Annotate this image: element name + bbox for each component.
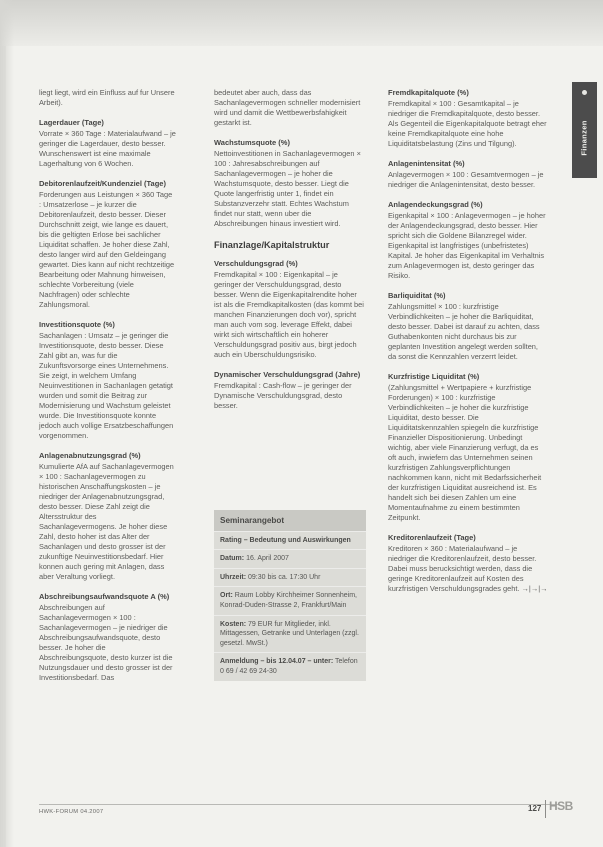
seminar-row <box>214 652 366 680</box>
publisher-logo: HSB <box>549 799 573 813</box>
section-text: Anlagevermogen × 100 : Gesamtvermogen – je niedriger die Anlagenintensitat, desto besser. <box>388 170 544 189</box>
section-text: (Zahlungsmittel + Wertpapiere + kurzfristige Forderungen) × 100 : kurzfristige Verbindlichkeiten – je hoher die kurzfristige Liquiditat, desto besser. Die Liquiditatskennzahlen spiegeln die kurzfristige Finanzieller Dispositionierung. Unbedingt wichtig, aber viele Finanzierung verfugt, da es oft auch, inwiefern das Unternehmen seinen kurzfristigen Zahlungsverpflichtungen nachkommen kann, nicht mit Bedarfssicherheit der kurzfristigen Liquiditat ausreichend ist. Es handelt sich bei diesen Zahlen um eine Momentaufnahme zu einem bestimmten Zeitpunkt. <box>388 383 542 522</box>
section-heading: Lagerdauer (Tage) <box>39 118 104 127</box>
section-heading: Dynamischer Verschuldungsgrad (Jahre) <box>214 370 361 379</box>
section-heading: Fremdkapitalquote (%) <box>388 88 469 97</box>
seminar-row-value: 16. April 2007 <box>246 555 289 563</box>
section-heading: Barliquiditat (%) <box>388 291 446 300</box>
section-heading: Verschuldungsgrad (%) <box>214 259 298 268</box>
seminar-row-label: Uhrzeit: <box>220 573 247 581</box>
scan-shadow-top <box>0 0 603 46</box>
section-text: bedeutet aber auch, dass das Sachanlagevermogen schneller modernisiert wird und damit die Wettbewerbsfahigkeit gestarkt ist. <box>214 88 361 127</box>
section-heading: Investitionsquote (%) <box>39 320 115 329</box>
footer-divider <box>545 800 546 818</box>
section-tab <box>572 82 597 178</box>
seminar-title-text: Rating – Bedeutung und Auswirkungen <box>220 536 351 544</box>
text-section <box>388 533 548 594</box>
section-text: Forderungen aus Leistungen × 360 Tage : Umsatzerlose – je kurzer die Debitorenlaufzeit, desto besser. Dieser Durchschnitt zeigt, wie lange es dauert, bis die geltigten Erlose bei sachlicher Liquiditat schaffen. Je hoher diese Zahl, desto langer wird auf den Geldeingang gewartet. Dies kann auf nicht rechtzeitige Bearbeitung oder Mahnung hinweisen, schlechte Vorbereitung (viele Nachfragen) oder schlechte Zahlungsmoral. <box>39 190 175 309</box>
section-heading: Abschreibungsaufwandsquote A (%) <box>39 592 170 601</box>
column-2 <box>214 88 364 421</box>
section-tab-label: Finanzen <box>579 120 589 156</box>
seminar-row-value: Raum Lobby Kirchheimer Sonnenheim, Konrad-Duden-Strasse 2, Frankfurt/Main <box>220 592 357 609</box>
seminar-row <box>214 549 366 568</box>
section-text: liegt liegt, wird ein Einfluss auf fur Unsere Arbeit). <box>39 88 175 107</box>
section-heading: Anlagendeckungsgrad (%) <box>388 200 483 209</box>
footer-issue: HWK-FORUM 04.2007 <box>39 809 104 815</box>
section-text: Fremdkapital : Cash-flow – je geringer der Dynamische Verschuldungsgrad, desto besser. <box>214 381 352 410</box>
seminar-row-value: 09:30 bis ca. 17:30 Uhr <box>248 573 321 581</box>
page-number: 127 <box>528 804 542 813</box>
section-heading: Anlagenintensitat (%) <box>388 159 465 168</box>
section-heading: Anlagenabnutzungsgrad (%) <box>39 451 141 460</box>
scan-shadow-left <box>0 0 14 847</box>
text-section <box>39 88 176 108</box>
section-heading: Wachstumsquote (%) <box>214 138 290 147</box>
text-section <box>388 159 548 190</box>
text-section <box>388 291 548 362</box>
seminar-row <box>214 586 366 614</box>
text-section <box>39 179 176 310</box>
column-3 <box>388 88 548 604</box>
text-section <box>388 372 548 523</box>
text-section <box>39 451 176 582</box>
chapter-heading: Finanzlage/Kapitalstruktur <box>214 240 330 250</box>
section-text: Kumulierte AfA auf Sachanlagevermogen × 100 : Sachanlagevermogen zu historischen Anschaffungskosten – je niedriger der Anlagenabnutzungsgrad, desto besser. Diese Zahl zeigt die Altersstruktur des Sachanlagevermogens. Je hoher diese Zahl, desto hoher ist das Alter der Sachanlagen und desto grosser ist der zukunftige Neuinvestitionsbedarf. Hier konnen auch gering mit Anlagen, dass aber Veraltung vorliegt. <box>39 462 174 581</box>
section-text: Eigenkapital × 100 : Anlagevermogen – je hoher der Anlagendeckungsgrad, desto besser. Hier spricht sich die Goldene Bilanzregel wider. Eigenkapital ist langfristiges (unbefristetes) Kapital. Je hoher das Eigenkapital im Verhaltnis zum Anlagevermogen ist, desto geringer das Risiko. <box>388 211 546 280</box>
seminar-row-value: 79 EUR fur Mitglieder, inkl. Mittagessen, Getranke und Unterlagen (zzgl. gesetzl. MwSt.) <box>220 620 359 647</box>
section-heading: Kurzfristige Liquiditat (%) <box>388 372 480 381</box>
section-text: Abschreibungen auf Sachanlagevermogen × 100 : Sachanlagevermogen – je niedriger die Abschreibungsaufwandsquote, desto besser. Je hoher die Abschreibungsquote, desto kurzer ist die Nutzungsdauer und desto grosser ist der Investitionsbedarf. Das <box>39 603 173 682</box>
section-text: Zahlungsmittel × 100 : kurzfristige Verbindlichkeiten – je hoher die Barliquiditat, desto besser. Dabei ist darauf zu achten, dass Guthabenkonten nicht durchaus bis zur geplanten Investition angelegt werden sollten, da sonst die Kennzahlen verzerrt leidet. <box>388 302 540 361</box>
section-text: Vorrate × 360 Tage : Materialaufwand – je geringer die Lagerdauer, desto besser. Wunschenswert ist eine maximale Lagerhaltung von 6 Wochen. <box>39 129 176 168</box>
seminar-row <box>214 568 366 587</box>
seminar-row-label: Anmeldung – bis 12.04.07 – unter: <box>220 658 334 666</box>
section-text: Nettoinvestitionen in Sachanlagevermogen × 100 : Jahresabschreibungen auf Sachanlagevermogen – je hoher die Wachstumsquote, desto besser. Liegt die Quote langerfristig unter 1, findet ein Substanzverzehr statt. Echtes Wachstum findet nur statt, wenn uber die Abschreibungen hinaus investiert wird. <box>214 149 361 228</box>
section-heading: Kreditorenlaufzeit (Tage) <box>388 533 476 542</box>
seminar-row-value: Telefon 0 69 / 42 69 24-30 <box>220 658 358 675</box>
column-1 <box>39 88 176 693</box>
text-section <box>39 592 176 683</box>
text-section <box>214 138 364 229</box>
text-section <box>388 200 548 281</box>
text-section <box>214 370 364 411</box>
seminar-heading: Seminarangebot <box>214 510 366 531</box>
section-text: Kreditoren × 360 : Materialaufwand – je niedriger die Kreditorenlaufzeit, desto besser. Dabei muss berucksichtigt werden, dass die geringe Kreditorenlaufzeit auf Kosten des kurzfristigen Verschuldungsgrades geht. →|→|→ <box>388 544 548 593</box>
text-section <box>39 320 176 441</box>
seminar-row-label: Ort: <box>220 592 233 600</box>
seminar-title <box>214 531 366 550</box>
footer-rule <box>39 804 559 805</box>
text-section <box>388 88 548 149</box>
section-text: Fremdkapital × 100 : Eigenkapital – je geringer der Verschuldungsgrad, desto besser. Wenn die Eigenkapitalrendite hoher ist als die Fremdkapitalkosten (das kommt bei manchen Finanzierungen doch vor), spricht man auch vom sog. leverage Effekt, dabei wirkt sich wirtschaftlich ein hoherer Verschuldungsgrad positiv aus, birgt jedoch auch ein Uberschuldungsrisiko. <box>214 270 364 359</box>
section-text: Sachanlagen : Umsatz – je geringer die Investitionsquote, desto besser. Diese Zahl gibt an, was fur die Zukunftsvorsorge eines Unternehmens. Sie zeigt, in welchem Umfang Neuinvestitionen in Sachanlagen getatigt wurden und somit die Beitrag zur Modernisierung und Wachstum geleistet wurde. Die Investitionsquote konnte jedoch auch vollige Ersatzbeschaffungen vorgenommen. <box>39 331 174 440</box>
section-text: Fremdkapital × 100 : Gesamtkapital – je niedriger die Fremdkapitalquote, desto besser. Als Gegenteil die Eigenkapitalquote betragt eher keine Fremdkapitalquote eine hohe Liquiditatsbelastung (Zins und Tilgung). <box>388 99 547 148</box>
tab-marker-icon <box>582 90 587 95</box>
text-section <box>214 259 364 360</box>
text-section <box>214 88 364 128</box>
seminar-row <box>214 615 366 653</box>
section-heading: Debitorenlaufzeit/Kundenziel (Tage) <box>39 179 166 188</box>
seminar-box <box>214 510 366 681</box>
seminar-row-label: Datum: <box>220 555 245 563</box>
text-section <box>39 118 176 169</box>
seminar-row-label: Kosten: <box>220 620 247 628</box>
